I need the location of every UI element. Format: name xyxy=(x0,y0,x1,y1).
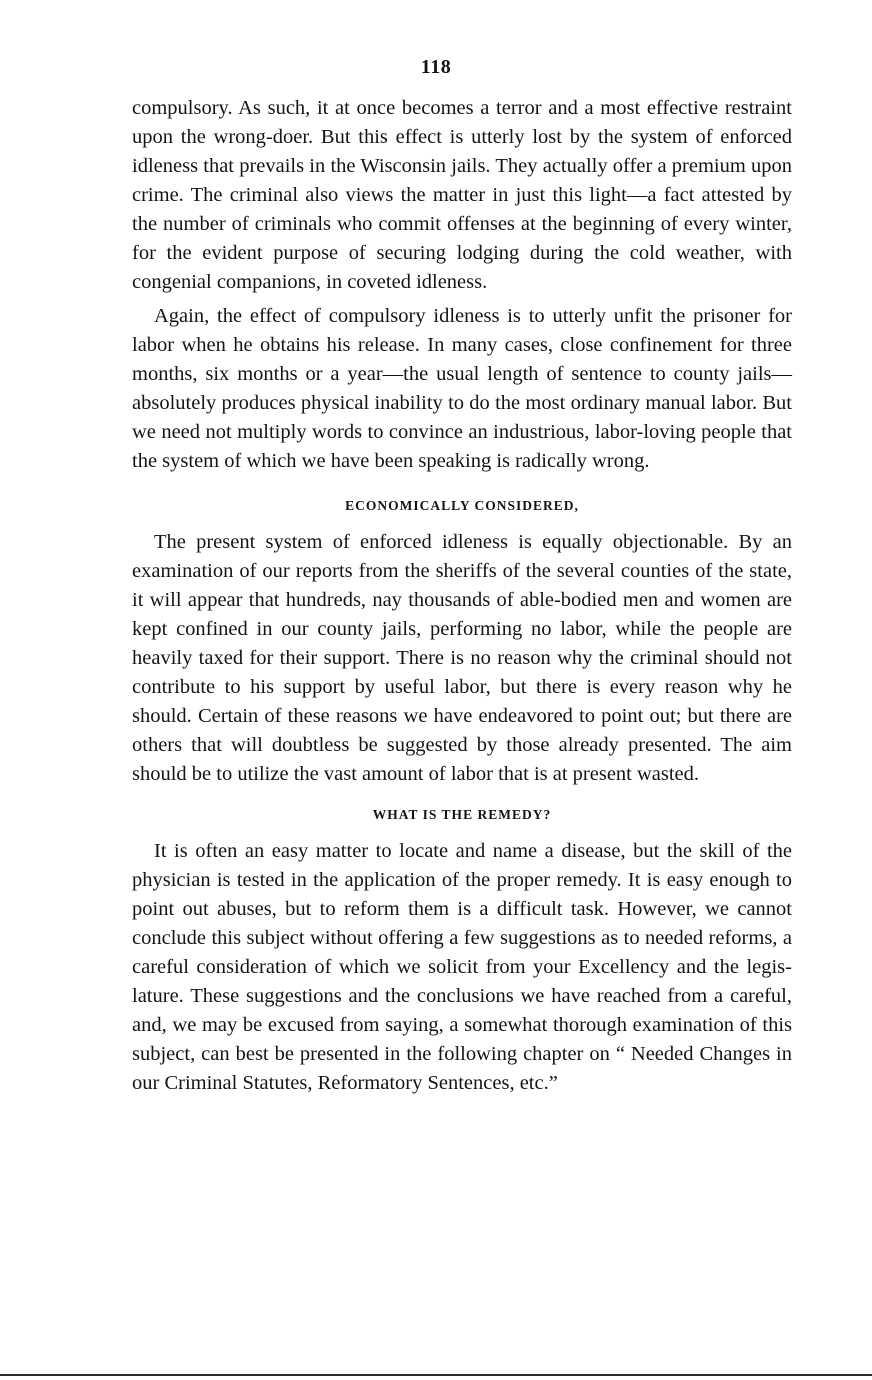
paragraph-enforced-idleness: The present system of enforced idleness is equally objectionable. By an examination of our reports from the sheriffs of the several counties of the state, it will appear that hundreds, nay thousands of able-bodied men and women are kept confined in our county jails, performing no labor, while the people are heavily taxed for their support. There is no reason why the criminal should not contribute to his support by useful labor, but there is every reason why he should. Certain of these reasons we have endeavored to point out; but there are others that will doubtless be suggested by those already presented. The aim should be to utilize the vast amount of labor that is at present wasted. xyxy=(132,531,792,785)
heading-economically-considered: ECONOMICALLY CONSIDERED, xyxy=(345,498,579,513)
page-number: 118 xyxy=(420,56,452,78)
text-column xyxy=(132,94,792,1098)
paragraph-unfit-for-labor: Again, the effect of compulsory idleness is to utterly unfit the prisoner for labor when he obtains his release. In many cases, close confinement for three months, six months or a year—the usual length of sentence to county jails—absolutely produces physical inability to do the most ordinary manual labor. But we need not multiply words to convince an industrious, labor-loving people that the system of which we have been speaking is radically wrong. xyxy=(132,305,792,472)
page-bottom-edge xyxy=(0,1374,872,1376)
paragraph-remedy: It is often an easy matter to locate and name a disease, but the skill of the physician is tested in the application of the proper remedy. It is easy enough to point out abuses, but to reform them is a difficult task. However, we cannot conclude this subject without offering a few suggestions as to needed reforms, a careful consideration of which we solicit from your Excellency and the legislature. These suggestions and the conclusions we have reached from a careful, and, we may be excused from saying, a somewhat thorough examination of this subject, can best be presented in the following chapter on “ Needed Changes in our Criminal Statutes, Reformatory Sentences, etc.” xyxy=(132,840,792,1094)
heading-what-is-the-remedy: WHAT IS THE REMEDY? xyxy=(372,807,552,822)
paragraph-compulsory: compulsory. As such, it at once becomes a terror and a most effective restraint upon the wrong-doer. But this effect is utterly lost by the system of enforced idleness that prevails in the Wisconsin jails. They actually offer a premium upon crime. The criminal also views the matter in just this light—a fact attested by the number of criminals who commit offenses at the beginning of every winter, for the evident purpose of securing lodging during the cold weather, with congenial companions, in coveted idleness. xyxy=(132,97,792,293)
